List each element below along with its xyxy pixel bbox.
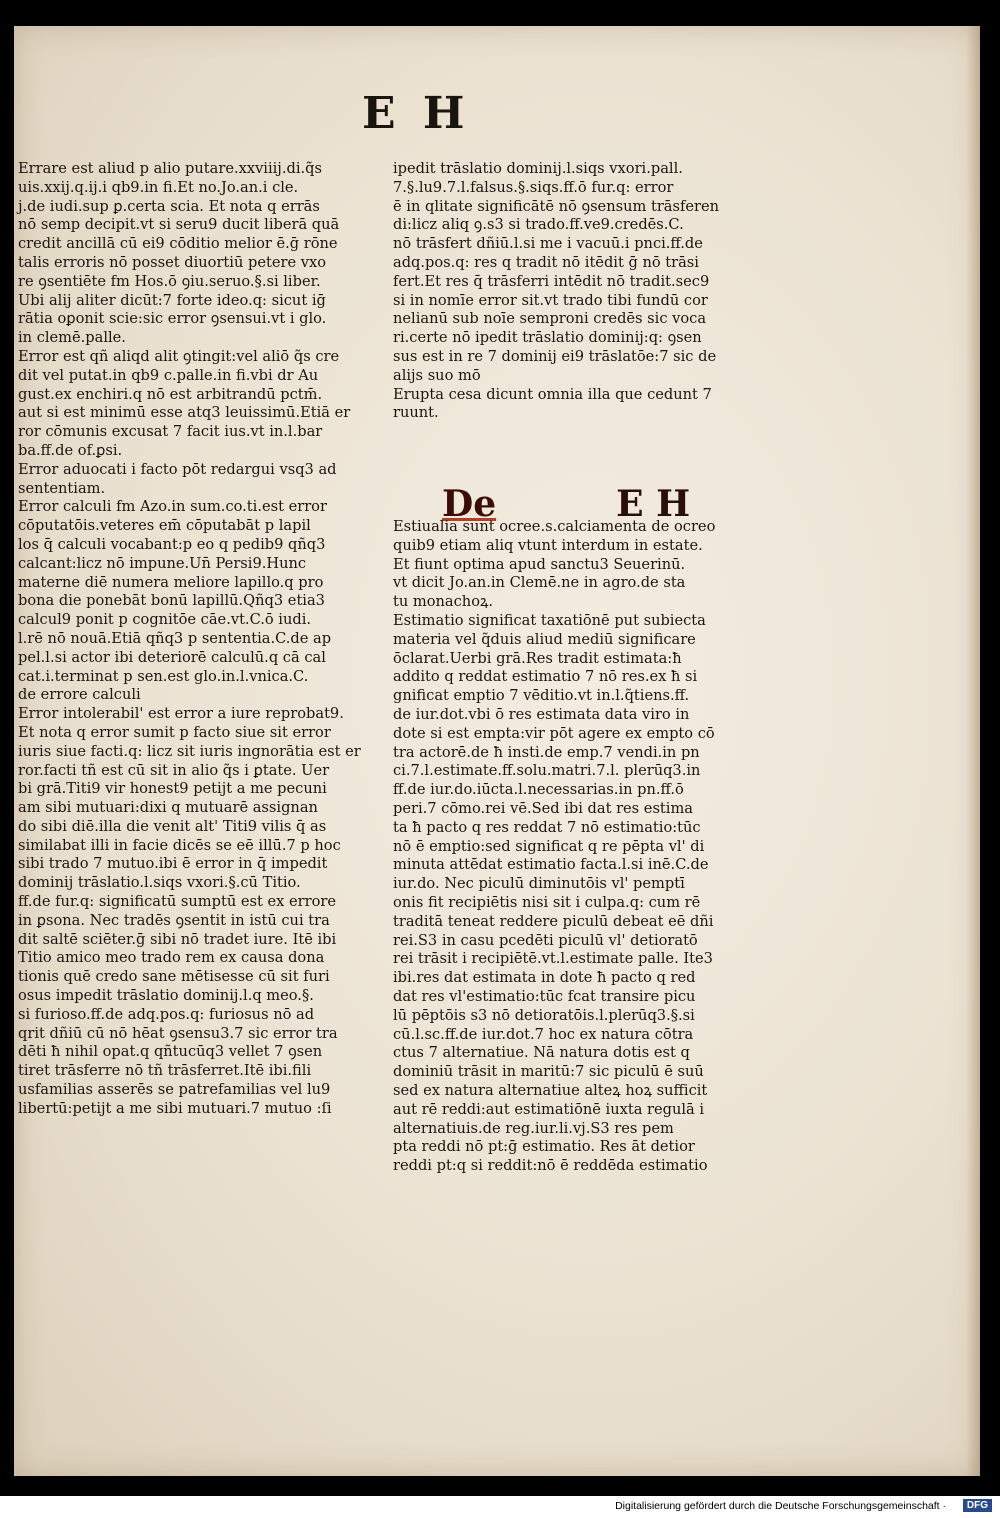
text-line: di:licz aliq ꝯ.s3 si trado.ff.ve9.credēs.C.: [393, 216, 684, 234]
right-column-bottom: [393, 518, 763, 1176]
text-line: sus est in re 7 dominij ei9 trāslatōe:7 sic de: [393, 347, 717, 365]
text-line: Et fiunt optima apud sanctu3 Seuerinū.: [393, 555, 686, 573]
text-line: l.rē nō nouā.Etiā qñq3 p sententia.C.de ap: [18, 629, 332, 647]
text-line: reddi pt:q si reddit:nō ē reddēda estimatio: [393, 1157, 708, 1175]
text-line: dēti ħ nihil opat.q qñtucūq3 vellet 7 ꝯsen: [18, 1043, 323, 1061]
right-column-top: [393, 160, 763, 423]
text-line: Titio amico meo trado rem ex causa dona: [18, 949, 325, 967]
text-line: Estimatio significat taxatiōnē put subiecta: [393, 611, 706, 629]
left-column: [18, 160, 380, 1119]
text-line: Error intolerabil' est error a iure reprobat9.: [18, 705, 344, 723]
text-line: los q̄ calculi vocabant:p eo q pedib9 qñq3: [18, 535, 326, 553]
text-line: sententiam.: [18, 479, 106, 497]
text-line: dat res vl'estimatio:tūc fcat transire picu: [393, 987, 696, 1005]
text-line: addito q reddat estimatio 7 nō res.ex ħ si: [393, 668, 698, 686]
text-line: bi grā.Titi9 vir honest9 petijt a me pecuni: [18, 780, 327, 798]
text-line: nō ē emptio:sed significat q re pēpta vl' di: [393, 837, 705, 855]
text-line: si in nomīe error sit.vt trado tibi fundū cor: [393, 291, 708, 309]
text-line: iur.do. Nec piculū diminutōis vl' pemptī: [393, 875, 685, 893]
text-line: tiret trāsferre nō tñ trāsferret.Itē ibi.fili: [18, 1062, 312, 1080]
text-line: uis.xxij.q.ij.i qb9.in fi.Et no.Jo.an.i cle.: [18, 178, 299, 196]
text-line: ff.de iur.do.iūcta.l.necessarias.in pn.ff.ō: [393, 781, 684, 799]
text-line: nō semp decipit.vt si seru9 ducit liberā quā: [18, 216, 340, 234]
text-line: usfamilias asserēs se patrefamilias vel lu9: [18, 1081, 331, 1099]
page-edge: [966, 26, 980, 1476]
text-line: osus impedit trāslatio dominij.l.q meo.§.: [18, 987, 314, 1005]
section-heading-word: De: [442, 483, 497, 525]
text-line: ipedit trāslatio dominij.l.siqs vxori.pall.: [393, 160, 683, 177]
text-line: cat.i.terminat p sen.est glo.in.l.vnica.C.: [18, 667, 309, 685]
text-line: calcul9 ponit p cognitōe cāe.vt.C.ō iudi.: [18, 611, 312, 629]
text-line: qrit dñiū cū nō hēat ꝯsensu3.7 sic error tra: [18, 1024, 338, 1042]
text-line: dit saltē sciēter.ḡ sibi nō tradet iure. Itē ibi: [18, 930, 337, 948]
text-line: ff.de fur.q: significatū sumptū est ex errore: [18, 893, 336, 911]
text-line: materne diē numera meliore lapillo.q pro: [18, 573, 324, 591]
text-line: similabat illi in facie dicēs se eē illū.7 p hoc: [18, 836, 341, 854]
text-line: sibi trado 7 mutuo.ibi ē error in q̄ impedit: [18, 855, 328, 873]
text-line: ibi.res dat estimata in dote ħ pacto q red: [393, 969, 696, 987]
text-line: lū pēptōis s3 nō detioratōis.l.plerūq3.§.si: [393, 1006, 695, 1024]
text-line: nelianū sub noīe semproni credēs sic voca: [393, 310, 707, 328]
text-line: de iur.dot.vbi ō res estimata data viro in: [393, 705, 690, 723]
text-line: j.de iudi.sup ꝑ.certa scia. Et nota q errās: [18, 197, 320, 215]
text-line: fert.Et res q̄ trāsferri intēdit nō tradit.sec9: [393, 272, 710, 290]
text-line: credit ancillā cū ei9 cōditio melior ē.ḡ rōne: [18, 235, 338, 253]
text-line: si furioso.ff.de adq.pos.q: furiosus nō ad: [18, 1005, 315, 1023]
text-line: peri.7 cōmo.rei vē.Sed ibi dat res estima: [393, 799, 694, 817]
text-line: gnificat emptio 7 vēditio.vt in.l.q̃tiens.ff.: [393, 687, 690, 705]
text-line: rei.S3 in casu pcedēti piculū vl' detioratō: [393, 931, 698, 949]
text-line: sed ex natura alternatiue alteꝝ hoꝝ sufficit: [393, 1081, 708, 1099]
text-line: quib9 etiam aliq vtunt interdum in estate.: [393, 536, 703, 554]
text-line: gust.ex enchiri.q nō est arbitrandū pctm̄.: [18, 385, 323, 403]
text-line: iuris siue facti.q: licz sit iuris ingnorātia est er: [18, 742, 361, 760]
text-line: dominij trāslatio.l.siqs vxori.§.cū Titio.: [18, 874, 301, 892]
text-line: Error est qñ aliqd alit ꝯtingit:vel aliō q̃s cre: [18, 347, 340, 365]
text-line: ōclarat.Uerbi grā.Res tradit estimata:ħ: [393, 649, 682, 667]
text-line: dit vel putat.in qb9 c.palle.in fi.vbi dr Au: [18, 366, 319, 384]
text-line: minuta attēdat estimatio facta.l.si inē.C.de: [393, 856, 709, 874]
text-line: cōputatōis.veteres em̄ cōputabāt p lapil: [18, 517, 311, 535]
text-line: pta reddi nō pt:ḡ estimatio. Res āt detior: [393, 1138, 695, 1156]
text-line: rei trāsit i recipiētē.vt.l.estimate palle. Ite3: [393, 950, 713, 968]
text-line: aut si est minimū esse atq3 leuissimū.Etiā er: [18, 404, 351, 422]
text-line: dote si est empta:vir pōt agere ex empto cō: [393, 724, 715, 742]
footer-strip: [0, 1496, 1000, 1518]
text-line: alijs suo mō: [393, 366, 481, 384]
page-header: E H: [362, 88, 471, 139]
text-line: Errare est aliud p alio putare.xxviiij.di.q̃s: [18, 160, 322, 177]
text-line: bona die ponebāt bonū lapillū.Qñq3 etia3: [18, 592, 325, 610]
text-line: calcant:licz nō impune.Un̄ Persi9.Hunc: [18, 554, 307, 572]
text-line: tionis quē credo sane mētisesse cū sit furi: [18, 968, 330, 986]
text-line: pel.l.si actor ibi deteriorē calculū.q cā cal: [18, 648, 326, 666]
text-line: onis fit recipiētis nisi sit i culpa.q: cum rē: [393, 893, 701, 911]
text-line: dominiū trāsit in maritū:7 sic piculū ē suū: [393, 1063, 704, 1081]
text-line: ci.7.l.estimate.ff.solu.matri.7.l. plerūq3.in: [393, 762, 701, 780]
text-line: ri.certe nō ipedit trāslatio dominij:q: ꝯsen: [393, 329, 702, 347]
text-line: in ꝑsona. Nec tradēs ꝯsentit in istū cui tra: [18, 911, 330, 929]
text-line: in clemē.palle.: [18, 329, 126, 347]
text-line: do sibi diē.illa die venit alt' Titi9 vilis q̄ as: [18, 817, 327, 835]
text-line: ta ħ pacto q res reddat 7 nō estimatio:tūc: [393, 818, 701, 836]
text-line: tra actorē.de ħ insti.de emp.7 vendi.in pn: [393, 743, 700, 761]
text-line: ruunt.: [393, 404, 439, 422]
text-line: libertū:petijt a me sibi mutuari.7 mutuo :ſi: [18, 1099, 332, 1117]
text-line: ror.facti tñ est cū sit in alio q̃s i ꝑtate. Uer: [18, 761, 330, 779]
text-line: traditā teneat reddere piculū debeat eē dñi: [393, 912, 714, 930]
text-line: ctus 7 alternatiue. Nā natura dotis est q: [393, 1044, 690, 1062]
text-line: materia vel q̃duis aliud mediū significare: [393, 630, 696, 648]
text-line: adq.pos.q: res q tradit nō itēdit ḡ nō trāsi: [393, 253, 699, 271]
text-line: 7.§.lu9.7.l.falsus.§.siqs.ff.ō fur.q: error: [393, 178, 674, 196]
text-line: Erupta cesa dicunt omnia illa que cedunt 7: [393, 385, 712, 403]
text-line: re ꝯsentiēte fm Hos.ō ꝯiu.seruo.§.si liber.: [18, 272, 321, 290]
text-line: ror cōmunis excusat 7 facit ius.vt in.l.bar: [18, 423, 323, 441]
section-heading-letters: E H: [616, 483, 691, 525]
text-line: tu monachoꝝ.: [393, 593, 494, 611]
text-line: Error aduocati i facto pōt redargui vsq3 ad: [18, 460, 337, 478]
text-line: vt dicit Jo.an.in Clemē.ne in agro.de sta: [393, 574, 686, 592]
text-line: rātia oꝑonit scie:sic error ꝯsensui.vt i glo.: [18, 310, 327, 328]
text-line: Et nota q error sumit p facto siue sit error: [18, 723, 331, 741]
text-line: Estiualia sunt ocree.s.calciamenta de ocreo: [393, 518, 716, 535]
text-line: Error calculi fm Azo.in sum.co.ti.est error: [18, 498, 327, 516]
text-line: cū.l.sc.ff.de iur.dot.7 hoc ex natura cōtra: [393, 1025, 694, 1043]
text-line: nō trāsfert dñiū.l.si me i vacuū.i pnci.ff.de: [393, 235, 703, 253]
text-line: aut rē reddi:aut estimatiōnē iuxta regulā i: [393, 1100, 705, 1118]
text-line: alternatiuis.de reg.iur.li.vj.S3 res pem: [393, 1119, 674, 1137]
text-line: ba.ff.de of.ꝑsi.: [18, 441, 123, 459]
dfg-logo: DFG: [963, 1499, 992, 1512]
text-line: Ubi alij aliter dicūt:7 forte ideo.q: sicut iḡ: [18, 291, 326, 309]
footer-credit: Digitalisierung gefördert durch die Deutsche Forschungsgemeinschaft ·: [615, 1500, 946, 1512]
text-line: talis erroris nō posset diuortiū petere vxo: [18, 253, 326, 271]
text-line: am sibi mutuari:dixi q mutuarē assignan: [18, 799, 318, 817]
text-line: de errore calculi: [18, 686, 141, 704]
text-line: ē in qlitate significātē nō ꝯsensum trāsferen: [393, 197, 720, 215]
